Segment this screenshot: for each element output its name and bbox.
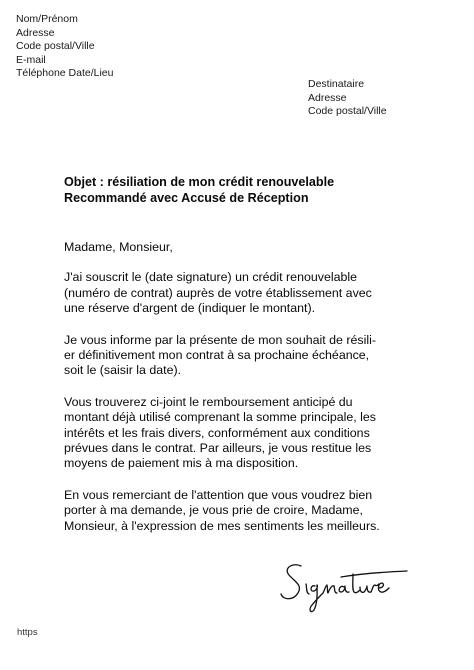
handwritten-signature bbox=[279, 560, 429, 614]
recipient-address: Adresse bbox=[308, 91, 347, 104]
delivery-method-line: Recommandé avec Accusé de Réception bbox=[64, 190, 309, 205]
sender-email: E-mail bbox=[16, 53, 46, 66]
sender-block bbox=[16, 13, 114, 81]
paragraph-repayment bbox=[64, 395, 414, 472]
sender-name: Nom/Prénom bbox=[16, 13, 78, 25]
paragraph-line: Vous trouverez ci-joint le remboursement anticipé du bbox=[64, 394, 353, 409]
subject-block bbox=[64, 175, 334, 206]
signature-text: Signature bbox=[279, 560, 284, 561]
recipient-postal-city: Code postal/Ville bbox=[308, 105, 387, 118]
paragraph-line: En vous remerciant de l'attention que vous voudrez bien bbox=[64, 487, 373, 502]
paragraph-line: montant déjà utilisé comprenant la somme principale, les bbox=[64, 410, 376, 425]
paragraph-line: porter à ma demande, je vous prie de croire, Madame, bbox=[64, 503, 363, 518]
paragraph-line: intérêts et les frais divers, conformément aux conditions bbox=[64, 425, 370, 440]
recipient-name: Destinataire bbox=[308, 78, 365, 90]
paragraph-line: prévues dans le contrat. Par ailleurs, je vous restitue les bbox=[64, 441, 372, 456]
paragraph-line: soit le (saisir la date). bbox=[64, 363, 182, 378]
paragraph-line: Je vous informe par la présente de mon souhait de résili- bbox=[64, 332, 376, 347]
recipient-block bbox=[308, 78, 387, 119]
paragraph-subscription bbox=[64, 270, 414, 316]
footer-url: https bbox=[17, 627, 38, 638]
subject-line: Objet : résiliation de mon crédit renouvelable bbox=[64, 175, 335, 189]
sender-postal-city: Code postal/Ville bbox=[16, 40, 95, 53]
paragraph-line: (numéro de contrat) auprès de votre établissement avec bbox=[64, 285, 372, 300]
paragraph-line: Monsieur, à l'expression de mes sentiments les meilleurs. bbox=[64, 518, 380, 533]
paragraph-closing bbox=[64, 488, 414, 534]
sender-phone-date-place: Téléphone Date/Lieu bbox=[16, 67, 114, 80]
paragraph-termination bbox=[64, 333, 414, 379]
paragraph-line: er définitivement mon contrat à sa prochaine échéance, bbox=[64, 348, 370, 363]
sender-address: Adresse bbox=[16, 26, 55, 39]
salutation: Madame, Monsieur, bbox=[64, 240, 173, 254]
paragraph-line: une réserve d'argent de (indiquer le montant). bbox=[64, 301, 316, 316]
paragraph-line: J'ai souscrit le (date signature) un crédit renouvelable bbox=[64, 270, 358, 285]
paragraph-line: moyens de paiement mis à ma disposition. bbox=[64, 456, 299, 471]
letter-body bbox=[64, 240, 414, 550]
